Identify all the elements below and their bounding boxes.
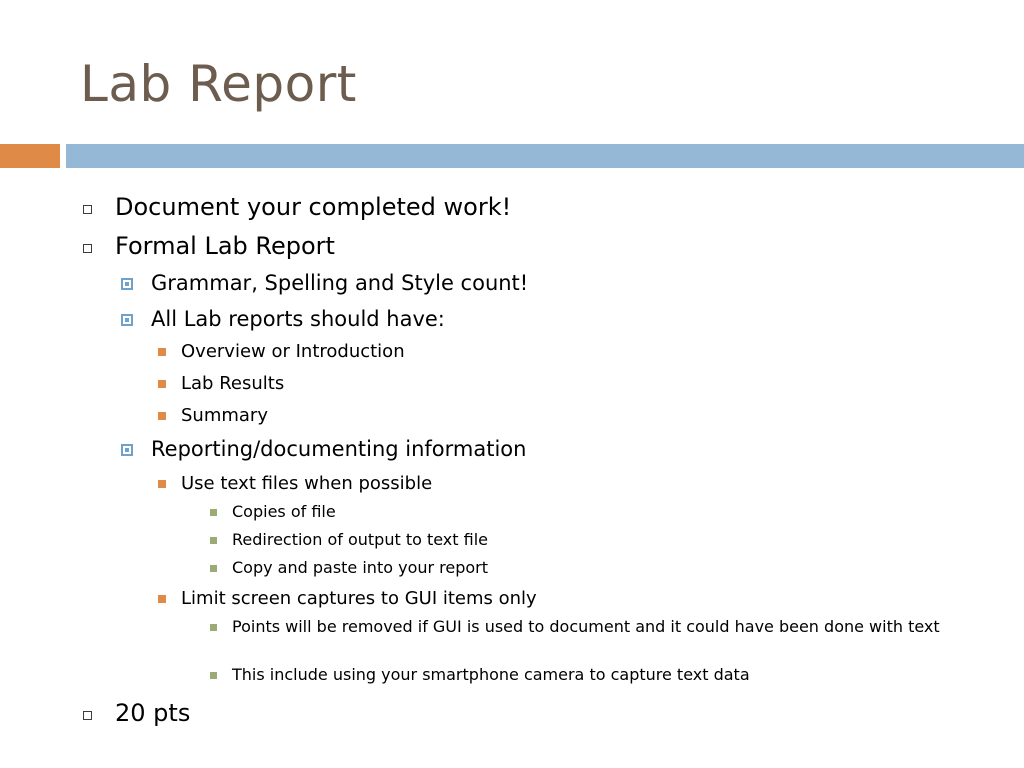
list-item-text: Formal Lab Report bbox=[115, 232, 335, 260]
list-item-text: Copy and paste into your report bbox=[232, 558, 489, 577]
list-item bbox=[181, 373, 284, 395]
list-item-text: Use text files when possible bbox=[181, 473, 433, 494]
list-item bbox=[181, 588, 537, 610]
list-item bbox=[232, 558, 488, 578]
list-item-text: 20 pts bbox=[115, 699, 191, 727]
list-item bbox=[115, 698, 190, 728]
list-item-text: Points will be removed if GUI is used to document and it could have been done with text bbox=[232, 617, 940, 636]
green-square-bullet-icon bbox=[210, 565, 217, 572]
hollow-square-bullet-icon bbox=[83, 711, 92, 720]
green-square-bullet-icon bbox=[210, 624, 217, 631]
list-item bbox=[232, 617, 972, 637]
slide-title: Lab Report bbox=[80, 55, 357, 113]
orange-square-bullet-icon bbox=[158, 412, 166, 420]
framed-square-bullet-icon bbox=[121, 278, 133, 290]
orange-square-bullet-icon bbox=[158, 380, 166, 388]
framed-square-bullet-icon bbox=[121, 444, 133, 456]
list-item bbox=[151, 270, 528, 296]
list-item-text: Redirection of output to text file bbox=[232, 530, 488, 549]
list-item bbox=[181, 473, 432, 495]
list-item-text: This include using your smartphone camera to capture text data bbox=[232, 665, 750, 684]
framed-square-bullet-icon bbox=[121, 314, 133, 326]
list-item bbox=[181, 405, 268, 427]
list-item-text: Grammar, Spelling and Style count! bbox=[151, 271, 529, 295]
list-item bbox=[181, 341, 405, 363]
list-item-text: All Lab reports should have: bbox=[151, 307, 445, 331]
list-item-text: Overview or Introduction bbox=[181, 341, 405, 362]
list-item bbox=[232, 530, 488, 550]
list-item-text: Limit screen captures to GUI items only bbox=[181, 588, 537, 609]
list-item-text: Summary bbox=[181, 405, 268, 426]
green-square-bullet-icon bbox=[210, 672, 217, 679]
hollow-square-bullet-icon bbox=[83, 244, 92, 253]
hollow-square-bullet-icon bbox=[83, 205, 92, 214]
list-item-text: Document your completed work! bbox=[115, 193, 512, 221]
list-item bbox=[232, 665, 750, 685]
list-item-text: Copies of file bbox=[232, 502, 336, 521]
list-item bbox=[115, 231, 335, 261]
orange-square-bullet-icon bbox=[158, 348, 166, 356]
list-item-text: Reporting/documenting information bbox=[151, 437, 527, 461]
green-square-bullet-icon bbox=[210, 537, 217, 544]
green-square-bullet-icon bbox=[210, 509, 217, 516]
list-item-text: Lab Results bbox=[181, 373, 285, 394]
orange-square-bullet-icon bbox=[158, 480, 166, 488]
list-item bbox=[151, 436, 526, 462]
list-item bbox=[151, 306, 445, 332]
orange-square-bullet-icon bbox=[158, 595, 166, 603]
list-item bbox=[232, 502, 336, 522]
list-item bbox=[115, 192, 511, 222]
